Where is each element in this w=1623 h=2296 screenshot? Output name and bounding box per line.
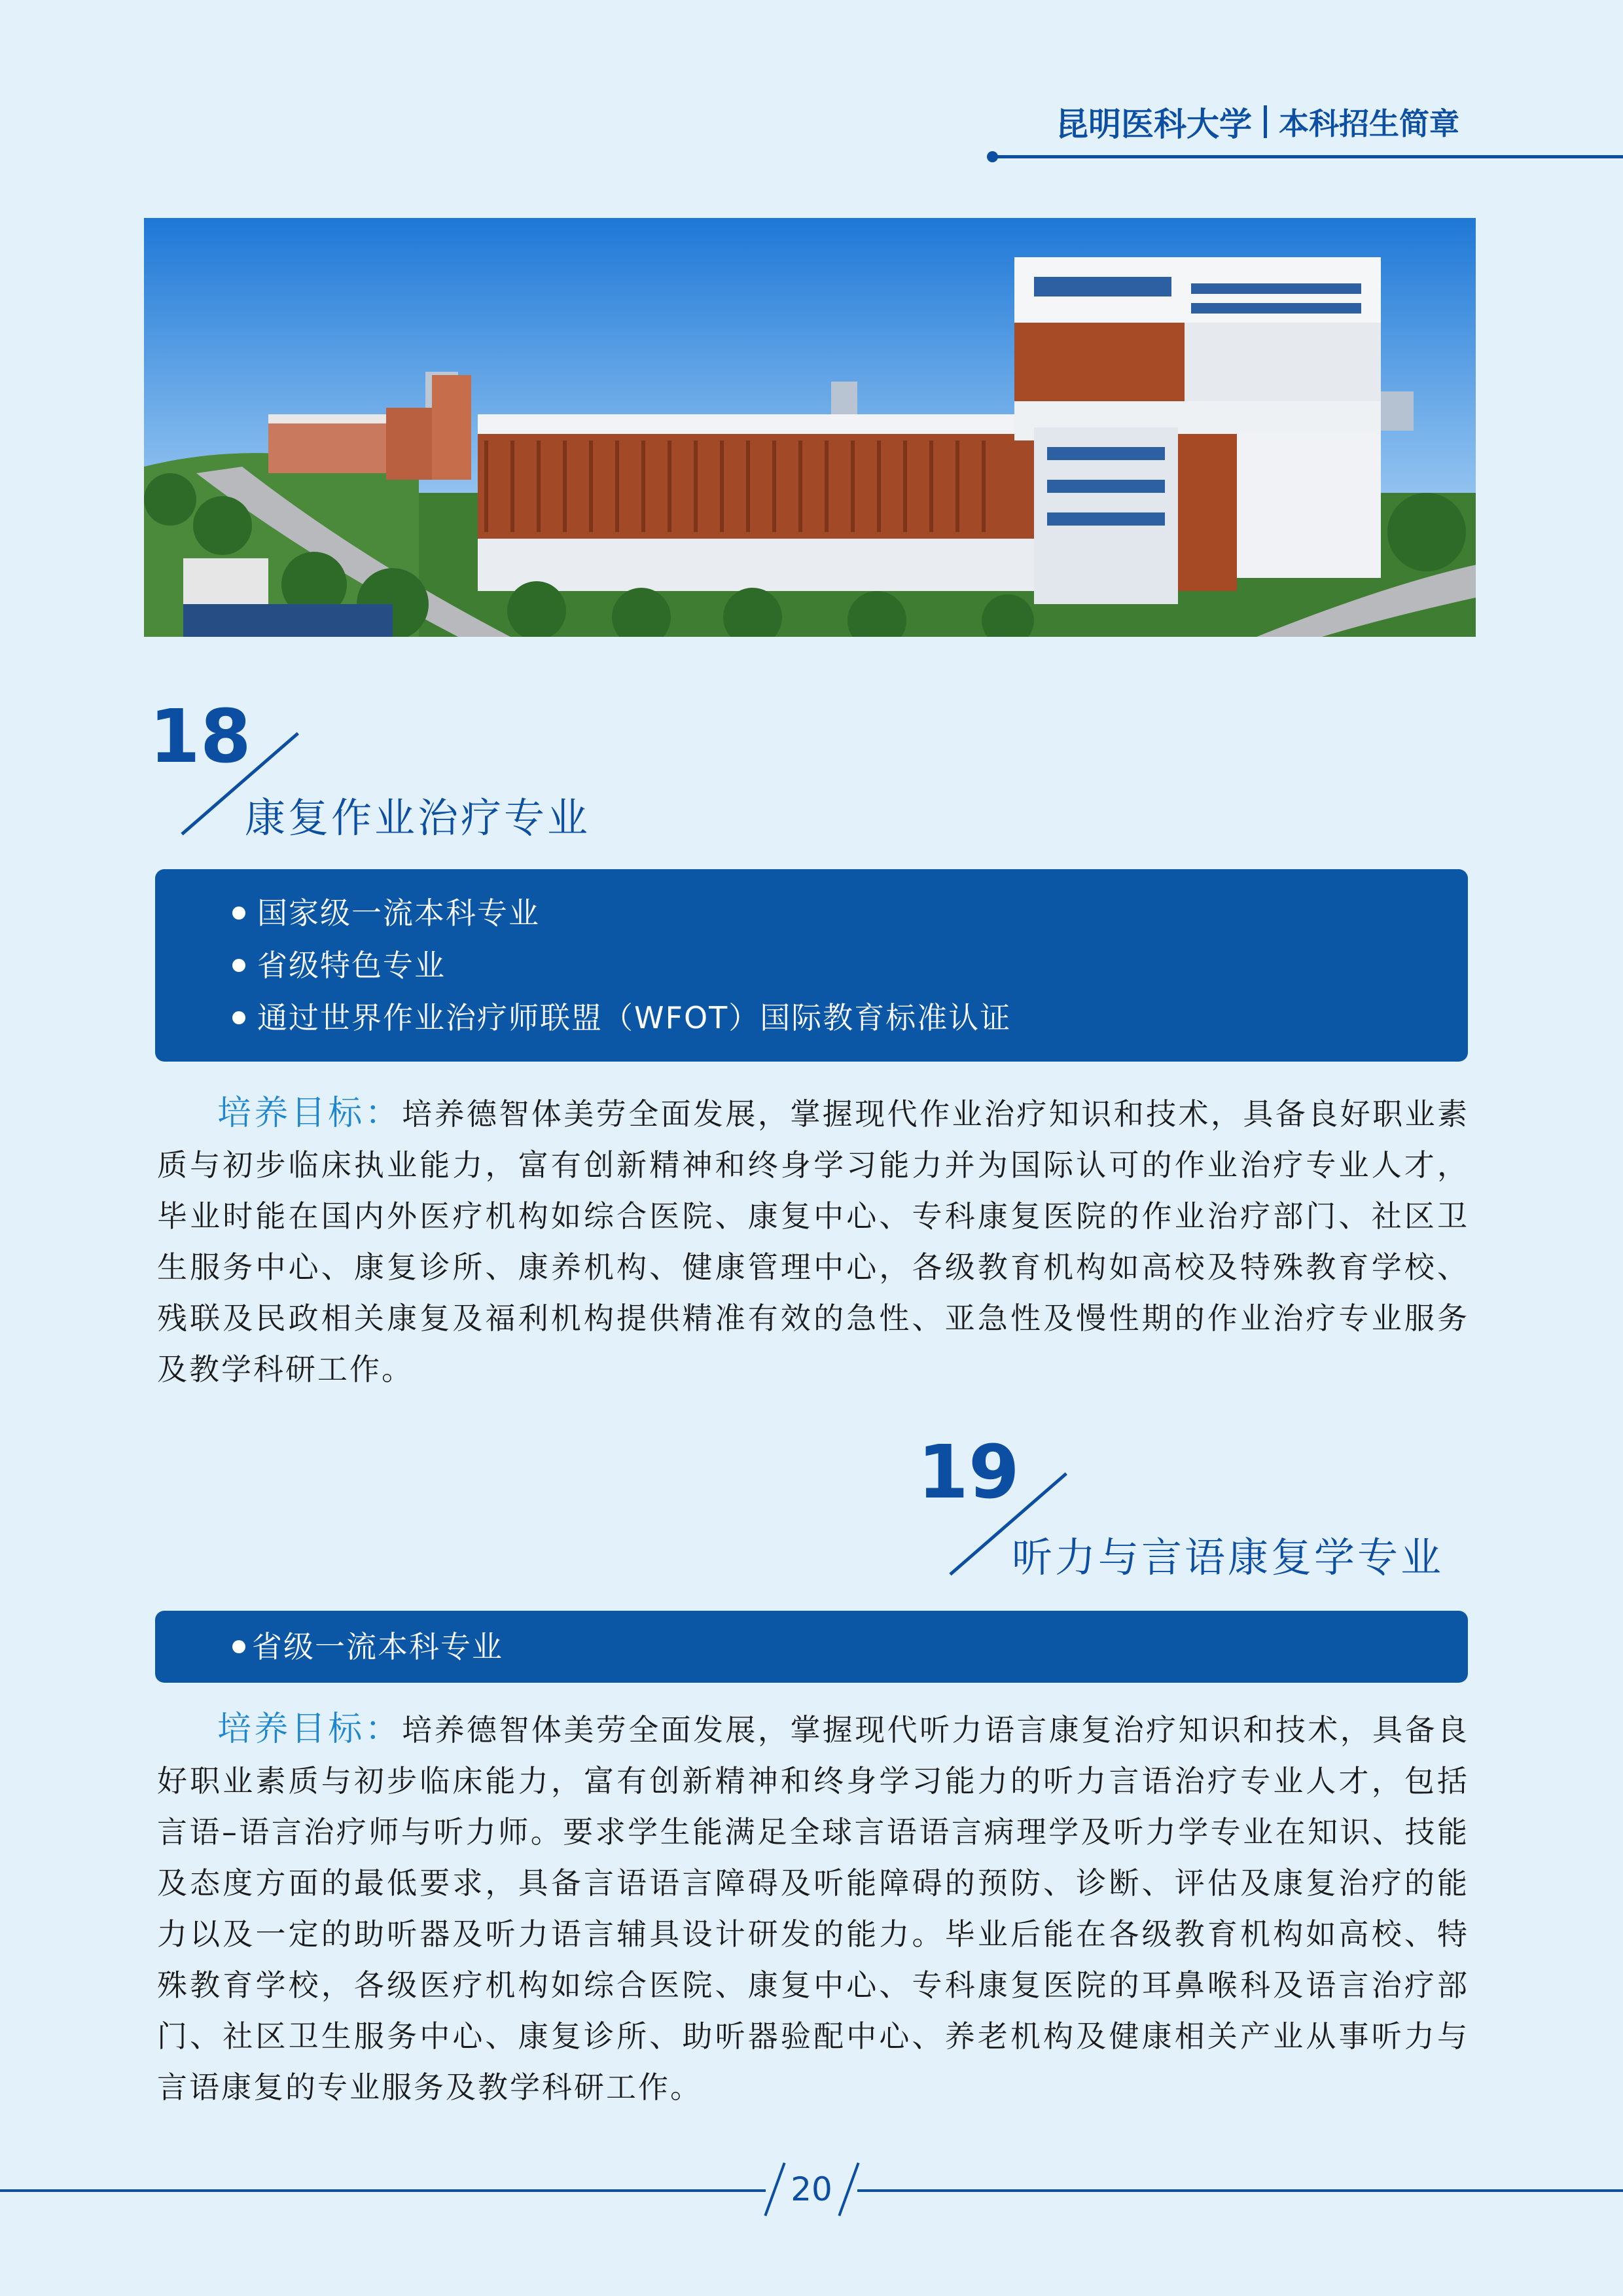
page-number: 20 [791, 2170, 832, 2208]
feature-item: 通过世界作业治疗师联盟（WFOT）国际教育标准认证 [155, 992, 1468, 1044]
header-separator [1264, 105, 1267, 138]
feature-item: 国家级一流本科专业 [155, 887, 1468, 939]
major-title-19: 听力与言语康复学专业 [1012, 1534, 1444, 1581]
page-header [1056, 98, 1459, 145]
goal-text: 培养德智体美劳全面发展，掌握现代听力语言康复治疗知识和技术，具备良好职业素质与初步临床能力，富有创新精神和终身学习能力的听力言语治疗专业人才，包括言语–语言治疗师与听力师。要求学生能满足全球言语语言病理学及听力学专业在知识、技能及态度方面的最低要求，具备言语语言障碍及听能障碍的预防、诊断、评估及康复治疗的能力以及一定的助听器及听力语言辅具设计研发的能力。毕业后能在各级教育机构如高校、特殊教育学校，各级医疗机构如综合医院、康复中心、专科康复医院的耳鼻喉科及语言治疗部门、社区卫生服务中心、康复诊所、助听器验配中心、养老机构及健康相关产业从事听力与言语康复的专业服务及教学科研工作。 [157, 1712, 1469, 2105]
header-rule [991, 155, 1623, 158]
footer-rule-left [0, 2189, 766, 2192]
feature-item: 省级一流本科专业 [155, 1621, 1468, 1673]
training-goal-18 [157, 1088, 1469, 1395]
major-title-18: 康复作业治疗专业 [245, 794, 591, 842]
university-name: 昆明医科大学 [1056, 105, 1252, 143]
goal-text: 培养德智体美劳全面发展，掌握现代作业治疗知识和技术，具备良好职业素质与初步临床执业能力，富有创新精神和终身学习能力并为国际认可的作业治疗专业人才，毕业时能在国内外医疗机构如综合医院、康复中心、专科康复医院的作业治疗部门、社区卫生服务中心、康复诊所、康养机构、健康管理中心，各级教育机构如高校及特殊教育学校、残联及民政相关康复及福利机构提供精准有效的急性、亚急性及慢性期的作业治疗专业服务及教学科研工作。 [157, 1096, 1469, 1387]
goal-label: 培养目标： [217, 1094, 402, 1133]
goal-label: 培养目标： [217, 1710, 402, 1749]
footer-rule-right [857, 2189, 1623, 2192]
feature-box-19 [155, 1611, 1468, 1683]
feature-item: 省级特色专业 [155, 939, 1468, 992]
training-goal-19 [157, 1704, 1469, 2113]
major-number-18: 18 [149, 694, 251, 780]
feature-box-18 [155, 869, 1468, 1062]
brochure-title: 本科招生简章 [1279, 106, 1459, 141]
header-rule-dot [987, 151, 998, 162]
campus-building-photo [144, 218, 1476, 637]
major-number-19: 19 [918, 1430, 1020, 1515]
